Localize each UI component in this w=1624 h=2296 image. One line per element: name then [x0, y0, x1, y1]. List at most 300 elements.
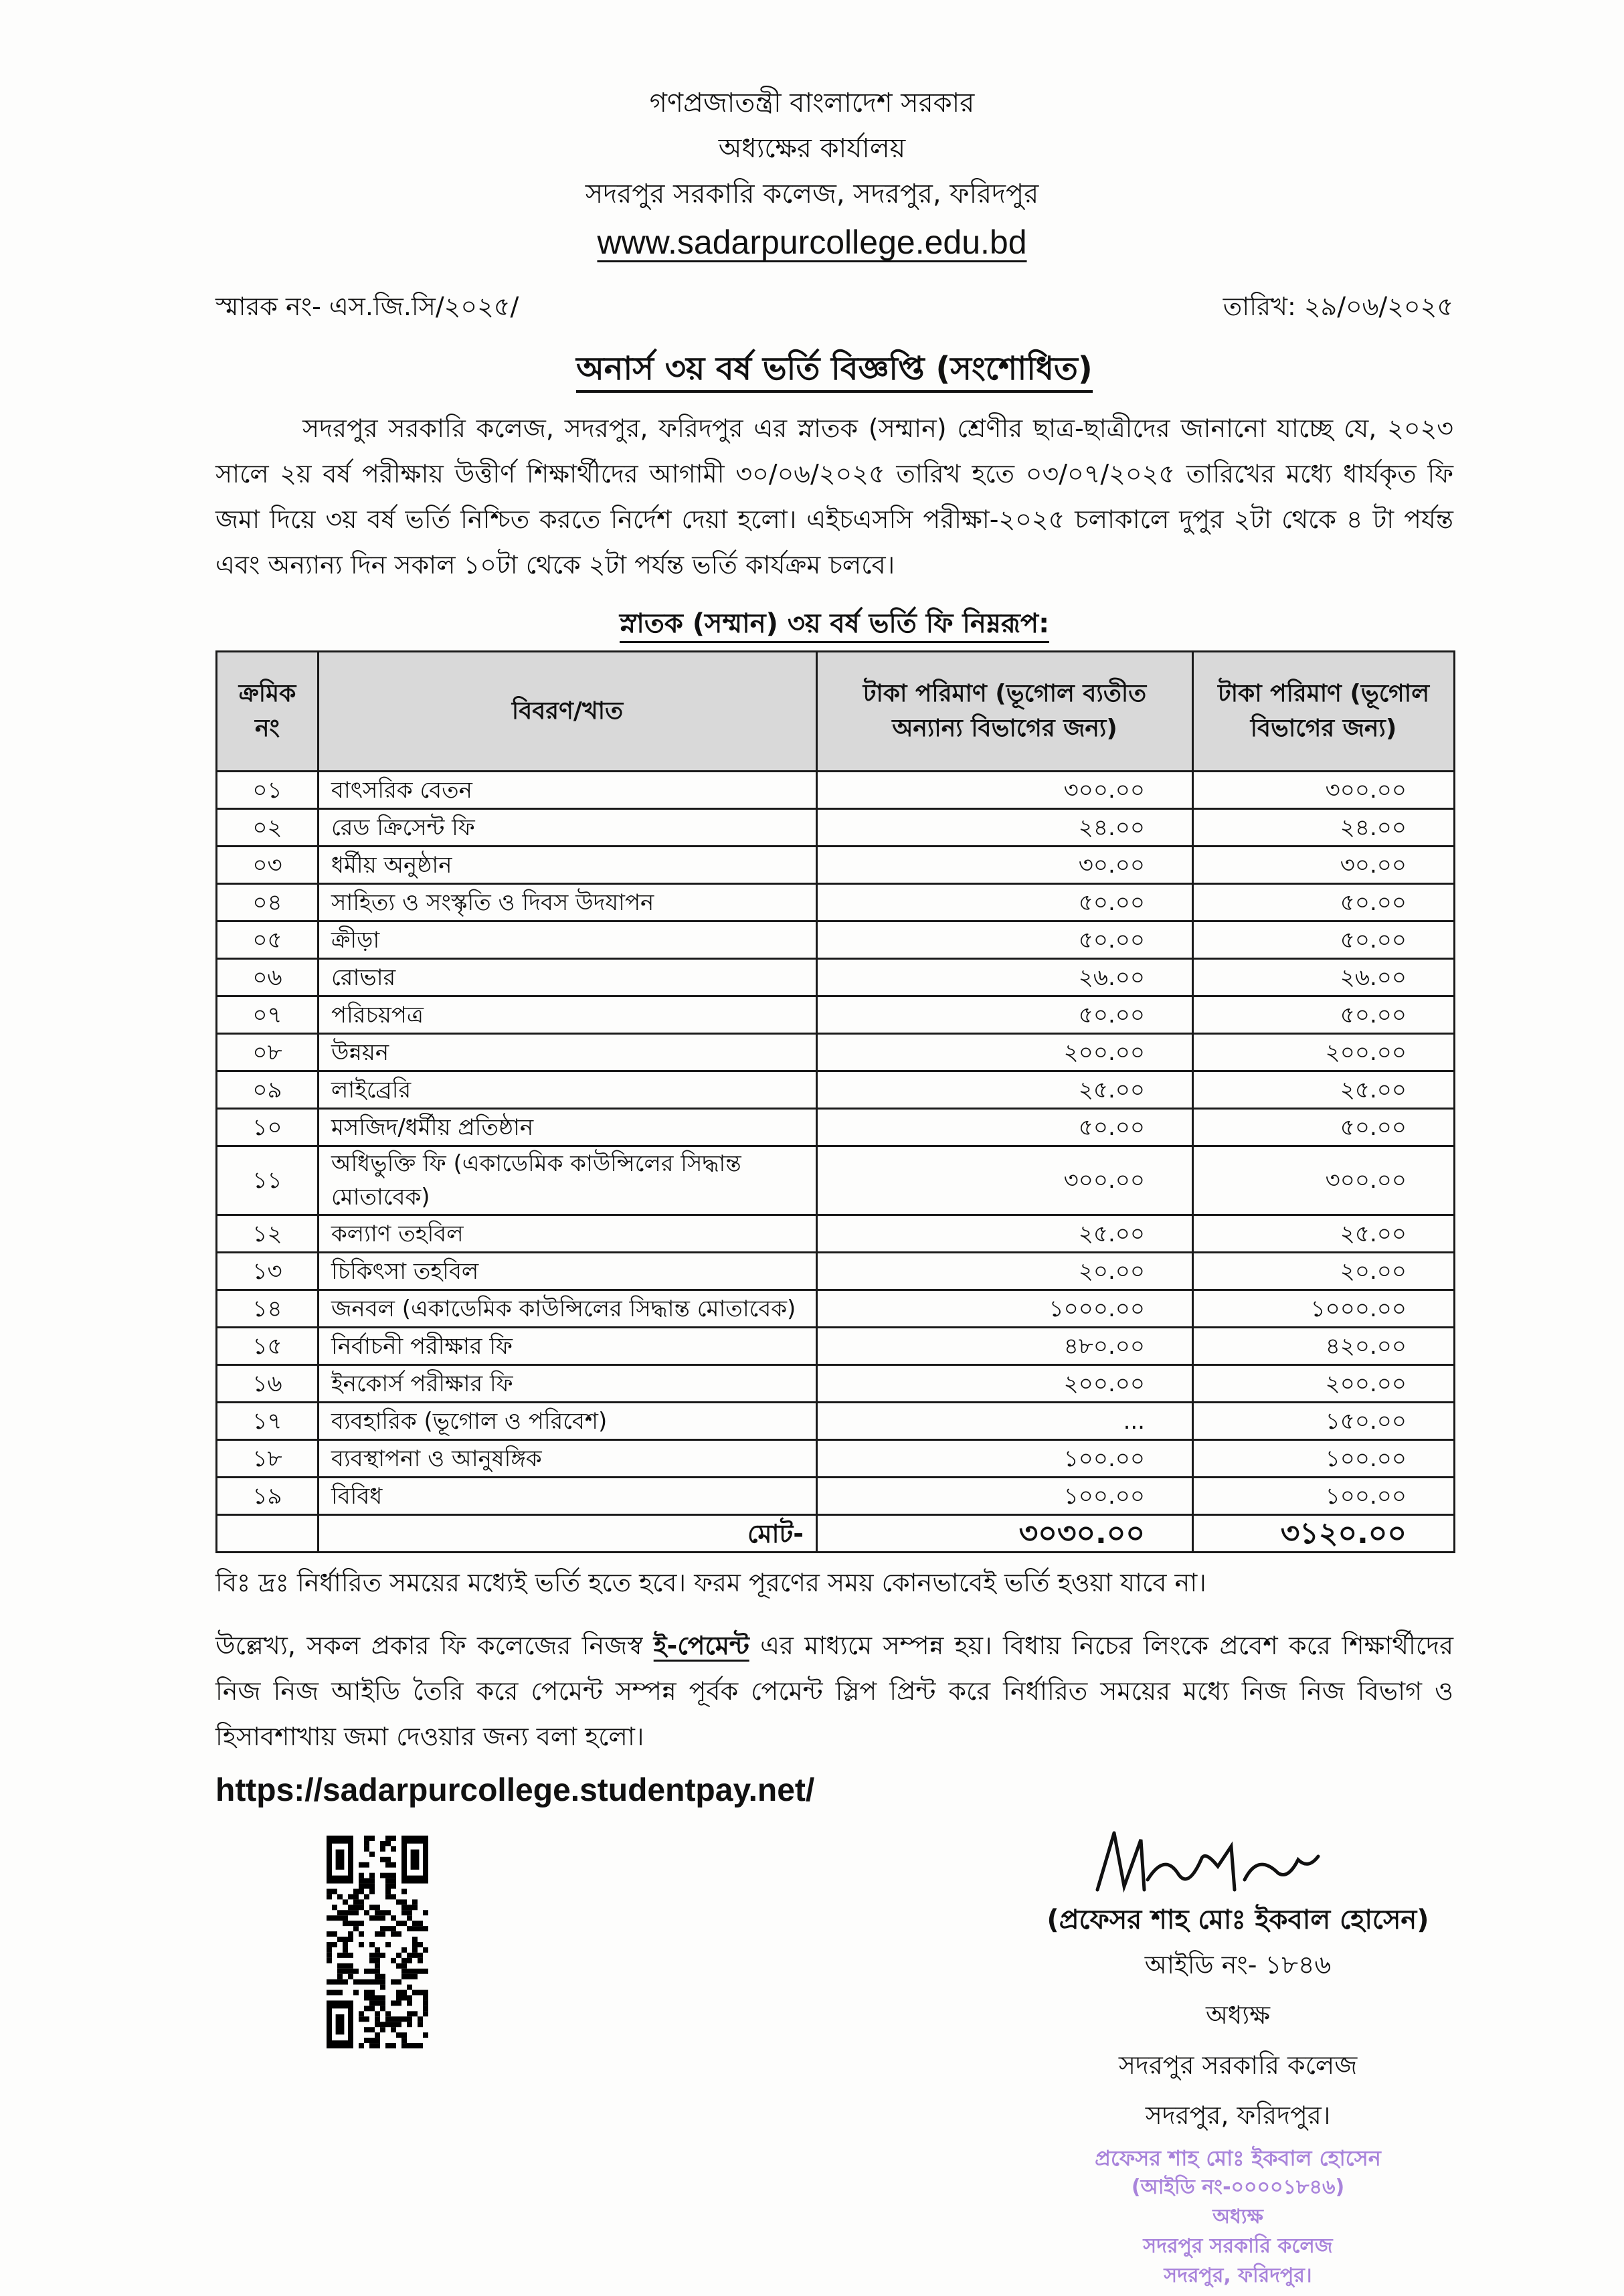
government-name: গণপ্রজাতন্ত্রী বাংলাদেশ সরকার [649, 88, 975, 118]
payment-portal-link[interactable]: https://sadarpurcollege.studentpay.net/ [215, 1773, 815, 1808]
stamp-location: সদরপুর, ফরিদপুর। [1164, 2264, 1312, 2287]
fee-amount-general: ৩০.০০ [817, 847, 1193, 884]
qr-module [369, 1953, 375, 1958]
qr-module [353, 1899, 359, 1905]
fee-row [217, 1440, 1455, 1478]
qr-module [407, 2016, 412, 2022]
qr-module [327, 1931, 332, 1937]
qr-module [364, 1990, 369, 1996]
qr-module [359, 1979, 364, 1985]
qr-module [391, 1958, 396, 1963]
fee-amount-geography: ৩০০.০০ [1193, 1146, 1455, 1215]
qr-module [359, 1942, 364, 1947]
qr-module [423, 1969, 428, 1974]
qr-module [375, 2022, 380, 2027]
qr-module [380, 1996, 385, 2001]
fee-amount-general: ১০০.০০ [817, 1478, 1193, 1515]
fee-amount-geography: ২০০.০০ [1193, 1365, 1455, 1403]
official-seal-stamp [1004, 2143, 1472, 2291]
qr-module [380, 2000, 385, 2006]
qr-module [423, 1947, 428, 1953]
fee-serial: ১৯ [217, 1478, 319, 1515]
qr-module [364, 1996, 369, 2001]
qr-module [407, 2000, 412, 2006]
fee-amount-general: ... [817, 1403, 1193, 1440]
qr-module [401, 1889, 407, 1894]
qr-module [380, 1846, 385, 1852]
fee-amount-general: ১০০.০০ [817, 1440, 1193, 1478]
signatory-designation: অধ্যক্ষ [1205, 2000, 1270, 2030]
fee-amount-geography: ৫০.০০ [1193, 884, 1455, 921]
fee-table [215, 650, 1455, 1553]
qr-module [375, 1974, 380, 1979]
qr-module [401, 2038, 407, 2043]
qr-module [369, 1884, 375, 1889]
fee-serial: ০৬ [217, 959, 319, 996]
qr-module [375, 1979, 380, 1985]
qr-module [401, 2032, 407, 2038]
qr-module [369, 2006, 375, 2011]
qr-module [332, 1979, 337, 1985]
qr-module [401, 1996, 407, 2001]
payment-instructions: উল্লেখ্য, সকল প্রকার ফি কলেজের নিজস্ব ই-পেমেন্ট এর মাধ্যমে সম্পন্ন হয়। বিধায় নিচের লিংকে প্রবেশ করে শিক্ষার্থীদের নিজ নিজ আইডি তৈরি করে পেমেন্ট সম্পন্ন পূর্বক পেমেন্ট স্লিপ প্রিন্ট করে নির্ধারিত সময়ের মধ্যে নিজ নিজ বিভাগ ও হিসাবশাখায় জমা দেওয়ার জন্য বলা হলো। [215, 1631, 1453, 1751]
qr-module [375, 1931, 380, 1937]
qr-module [359, 1921, 364, 1926]
fee-amount-geography: ৪২০.০০ [1193, 1328, 1455, 1365]
qr-module [369, 1873, 375, 1878]
fee-description: কল্যাণ তহবিল [319, 1215, 817, 1253]
qr-module [412, 1921, 418, 1926]
signatory-location: সদরপুর, ফরিদপুর। [1145, 2101, 1331, 2130]
fee-amount-general: ২০০.০০ [817, 1365, 1193, 1403]
qr-module [401, 2043, 407, 2048]
qr-module [327, 1958, 332, 1963]
qr-module [418, 1921, 423, 1926]
memo-date: তারিখ: ২৯/০৬/২০২৫ [1223, 292, 1453, 321]
qr-module [364, 2006, 369, 2011]
qr-module [364, 1884, 369, 1889]
qr-module [401, 2016, 407, 2022]
qr-module [337, 1990, 343, 1996]
qr-module [375, 1915, 380, 1921]
fee-amount-geography: ৩০.০০ [1193, 847, 1455, 884]
fee-amount-geography: ১০০০.০০ [1193, 1290, 1455, 1328]
qr-module [391, 2043, 396, 2048]
qr-module [348, 1905, 353, 1910]
qr-module [385, 1836, 391, 1841]
qr-module [369, 1889, 375, 1894]
fee-description: রোভার [319, 959, 817, 996]
qr-module [391, 1979, 396, 1985]
qr-module [364, 2016, 369, 2022]
fee-description: ধর্মীয় অনুষ্ঠান [319, 847, 817, 884]
fee-amount-geography: ৩০০.০০ [1193, 772, 1455, 809]
qr-module [337, 1894, 343, 1899]
qr-module [364, 1969, 369, 1974]
qr-module [401, 1958, 407, 1963]
fee-amount-geography: ১৫০.০০ [1193, 1403, 1455, 1440]
qr-module [380, 1873, 385, 1878]
qr-module [418, 2016, 423, 2022]
signatory-id: আইডি নং- ১৮৪৬ [1144, 1950, 1332, 1979]
qr-module [396, 2000, 401, 2006]
qr-module [359, 1878, 364, 1884]
qr-module [418, 2043, 423, 2048]
qr-module [375, 2043, 380, 2048]
fee-description: ব্যবস্থাপনা ও আনুষঙ্গিক [319, 1440, 817, 1478]
qr-module [364, 1894, 369, 1899]
fee-description: জনবল (একাডেমিক কাউন্সিলের সিদ্ধান্ত মোতাবেক) [319, 1290, 817, 1328]
qr-module [369, 1996, 375, 2001]
fee-description: বাৎসরিক বেতন [319, 772, 817, 809]
qr-module [348, 1910, 353, 1915]
qr-module [336, 2014, 345, 2034]
qr-module [353, 1894, 359, 1899]
fee-amount-geography: ২৫.০০ [1193, 1071, 1455, 1109]
qr-module [391, 2016, 396, 2022]
qr-module [348, 1953, 353, 1958]
qr-module [385, 1910, 391, 1915]
fee-description: ব্যবহারিক (ভূগোল ও পরিবেশ) [319, 1403, 817, 1440]
fee-description: নির্বাচনী পরীক্ষার ফি [319, 1328, 817, 1365]
qr-module [359, 1931, 364, 1937]
qr-module [401, 1910, 407, 1915]
qr-module [407, 1958, 412, 1963]
qr-module [364, 2027, 369, 2032]
fee-row [217, 996, 1455, 1034]
fee-amount-general: ৩০০.০০ [817, 772, 1193, 809]
qr-module [343, 1937, 348, 1942]
qr-module [343, 1899, 348, 1905]
fee-row [217, 809, 1455, 847]
qr-module [401, 1899, 407, 1905]
qr-module [327, 1979, 332, 1985]
qr-module [412, 1937, 418, 1942]
fee-serial: ১৭ [217, 1403, 319, 1440]
qr-module [391, 1884, 396, 1889]
qr-module [412, 1990, 418, 1996]
fee-serial: ১০ [217, 1109, 319, 1146]
qr-module [391, 1931, 396, 1937]
fee-amount-general: ২৪.০০ [817, 809, 1193, 847]
qr-module [380, 1953, 385, 1958]
fee-amount-general: ২০০.০০ [817, 1034, 1193, 1071]
fee-serial: ০৭ [217, 996, 319, 1034]
fee-serial: ১৮ [217, 1440, 319, 1478]
signature-column [1004, 1826, 1472, 2291]
fee-serial: ০৮ [217, 1034, 319, 1071]
qr-module [411, 1850, 420, 1870]
memo-row [215, 288, 1453, 325]
footer-section [215, 1826, 1453, 2291]
qr-module [359, 2043, 364, 2048]
stamp-college: সদরপুর সরকারি কলেজ [1143, 2234, 1333, 2258]
stamp-name: প্রফেসর শাহ মোঃ ইকবাল হোসেন [1095, 2145, 1381, 2171]
qr-module [385, 1894, 391, 1899]
qr-module [348, 1921, 353, 1926]
qr-module [418, 1958, 423, 1963]
qr-module [412, 2011, 418, 2016]
qr-module [385, 1942, 391, 1947]
qr-module [391, 1862, 396, 1868]
fee-description: লাইব্রেরি [319, 1071, 817, 1109]
qr-module [337, 1969, 343, 1974]
qr-module [385, 1857, 391, 1862]
qr-module [337, 1979, 343, 1985]
fee-serial: ০১ [217, 772, 319, 809]
qr-module [396, 1899, 401, 1905]
qr-module [418, 1969, 423, 1974]
fee-serial: ০৫ [217, 921, 319, 959]
qr-module [343, 1979, 348, 1985]
qr-module [353, 1990, 359, 1996]
fee-amount-geography: ২৪.০০ [1193, 809, 1455, 847]
fee-amount-geography: ১০০.০০ [1193, 1440, 1455, 1478]
college-address: সদরপুর সরকারি কলেজ, সদরপুর, ফরিদপুর [585, 179, 1039, 209]
fee-serial: ০৯ [217, 1071, 319, 1109]
qr-module [353, 1910, 359, 1915]
qr-module [412, 1953, 418, 1958]
fee-amount-general: ২৫.০০ [817, 1215, 1193, 1253]
qr-module [369, 2038, 375, 2043]
qr-module [380, 1841, 385, 1846]
qr-module [327, 1915, 332, 1921]
college-website-link[interactable]: www.sadarpurcollege.edu.bd [597, 224, 1027, 261]
fee-amount-geography: ৫০.০০ [1193, 1109, 1455, 1146]
fee-row [217, 1253, 1455, 1290]
qr-module [396, 1996, 401, 2001]
fee-row [217, 1109, 1455, 1146]
fee-row [217, 959, 1455, 996]
qr-module [391, 1878, 396, 1884]
qr-module [364, 1878, 369, 1884]
qr-module [380, 2006, 385, 2011]
qr-module [412, 1969, 418, 1974]
qr-module [332, 1931, 337, 1937]
qr-module [375, 1963, 380, 1969]
header-serial: ক্রমিক নং [217, 652, 319, 772]
qr-module [401, 1905, 407, 1910]
qr-module [327, 1990, 332, 1996]
qr-module [375, 1947, 380, 1953]
qr-module [359, 1873, 364, 1878]
qr-module [343, 1921, 348, 1926]
qr-module [337, 1915, 343, 1921]
qr-module [375, 2000, 380, 2006]
stamp-designation: অধ্যক্ষ [1212, 2205, 1263, 2228]
qr-module [407, 1996, 412, 2001]
qr-module [327, 1889, 332, 1894]
fee-description: উন্নয়ন [319, 1034, 817, 1071]
qr-module [353, 1889, 359, 1894]
qr-module [407, 2022, 412, 2027]
signature-block [1004, 1826, 1472, 2141]
qr-module [401, 1969, 407, 1974]
qr-module [336, 1850, 345, 1870]
qr-module [359, 1862, 364, 1868]
qr-module [385, 1926, 391, 1931]
fee-description: ইনকোর্স পরীক্ষার ফি [319, 1365, 817, 1403]
fee-row [217, 921, 1455, 959]
qr-module [332, 1889, 337, 1894]
qr-module [407, 1985, 412, 1990]
qr-module [407, 1905, 412, 1910]
qr-module [348, 1894, 353, 1899]
stamp-id: (আইডি নং-০০০০১৮৪৬) [1131, 2176, 1345, 2199]
qr-module [385, 1873, 391, 1878]
qr-module [369, 1915, 375, 1921]
qr-module [391, 2000, 396, 2006]
qr-module [380, 1915, 385, 1921]
qr-module [359, 1884, 364, 1889]
total-row [217, 1515, 1455, 1553]
qr-module [369, 1958, 375, 1963]
qr-module [348, 1931, 353, 1937]
qr-module [380, 1985, 385, 1990]
fee-serial: ১৩ [217, 1253, 319, 1290]
qr-module [423, 1990, 428, 1996]
qr-module [375, 2016, 380, 2022]
qr-module [343, 1942, 348, 1947]
qr-module [359, 1889, 364, 1894]
qr-code-icon[interactable] [327, 1836, 428, 2048]
qr-module [391, 1873, 396, 1878]
fee-amount-general: ৫০.০০ [817, 884, 1193, 921]
fee-table-title: স্নাতক (সম্মান) ৩য় বর্ষ ভর্তি ফি নিম্নরূপ: [215, 604, 1453, 644]
letterhead [0, 80, 1624, 268]
fee-serial: ১২ [217, 1215, 319, 1253]
qr-module [391, 1836, 396, 1841]
fee-amount-geography: ১০০.০০ [1193, 1478, 1455, 1515]
qr-module [327, 1894, 332, 1899]
fee-amount-geography: ৫০.০০ [1193, 921, 1455, 959]
qr-module [343, 1915, 348, 1921]
qr-module [369, 1878, 375, 1884]
qr-module [369, 2043, 375, 2048]
qr-module [412, 1926, 418, 1931]
office-name: অধ্যক্ষের কার্যালয় [718, 133, 906, 164]
qr-module [396, 2032, 401, 2038]
qr-module [332, 1942, 337, 1947]
qr-module [380, 1910, 385, 1915]
fee-row [217, 884, 1455, 921]
fee-row [217, 1403, 1455, 1440]
fee-description: বিবিধ [319, 1478, 817, 1515]
fee-row [217, 1365, 1455, 1403]
fee-serial: ০৩ [217, 847, 319, 884]
qr-module [385, 1862, 391, 1868]
qr-module [396, 1953, 401, 1958]
e-payment-emphasis: ই-পেমেন্ট [653, 1631, 749, 1660]
qr-module [412, 1974, 418, 1979]
qr-module [343, 1947, 348, 1953]
qr-module [369, 1979, 375, 1985]
qr-module [396, 1990, 401, 1996]
fee-amount-general: ৩০০.০০ [817, 1146, 1193, 1215]
qr-module [385, 2022, 391, 2027]
fee-amount-geography: ৫০.০০ [1193, 996, 1455, 1034]
qr-container [215, 1826, 608, 2048]
qr-module [391, 2022, 396, 2027]
qr-module [348, 1937, 353, 1942]
total-geography: ৩১২০.০০ [1193, 1515, 1455, 1553]
qr-module [369, 1905, 375, 1910]
qr-module [423, 1996, 428, 2001]
qr-module [364, 2038, 369, 2043]
qr-module [327, 1947, 332, 1953]
qr-module [385, 1889, 391, 1894]
qr-module [401, 1963, 407, 1969]
fee-serial: ০২ [217, 809, 319, 847]
qr-module [337, 1937, 343, 1942]
qr-module [369, 1852, 375, 1857]
fee-description: ক্রীড়া [319, 921, 817, 959]
qr-module [396, 1921, 401, 1926]
qr-module [337, 1974, 343, 1979]
qr-module [332, 1905, 337, 1910]
qr-module [385, 1884, 391, 1889]
fee-description: অধিভুক্তি ফি (একাডেমিক কাউন্সিলের সিদ্ধান্ত মোতাবেক) [319, 1146, 817, 1215]
qr-module [375, 2038, 380, 2043]
qr-module [385, 2016, 391, 2022]
fee-amount-geography: ২০.০০ [1193, 1253, 1455, 1290]
qr-module [423, 1926, 428, 1931]
fee-row [217, 1478, 1455, 1515]
qr-module [385, 1878, 391, 1884]
qr-module [391, 1894, 396, 1899]
fee-serial: ০৪ [217, 884, 319, 921]
qr-module [364, 1836, 369, 1841]
fee-amount-geography: ২৫.০০ [1193, 1215, 1455, 1253]
fee-amount-general: ৫০.০০ [817, 921, 1193, 959]
qr-module [364, 1979, 369, 1985]
notice-body: সদরপুর সরকারি কলেজ, সদরপুর, ফরিদপুর এর স্নাতক (সম্মান) শ্রেণীর ছাত্র-ছাত্রীদের জানানো যাচ্ছে যে, ২০২৩ সালে ২য় বর্ষ পরীক্ষায় উত্তীর্ণ শিক্ষার্থীদের আগামী ৩০/০৬/২০২৫ তারিখ হতে ০৩/০৭/২০২৫ তারিখের মধ্যে ধার্যকৃত ফি জমা দিয়ে ৩য় বর্ষ ভর্তি নিশ্চিত করতে নির্দেশ দেয়া হলো। এইচএসসি পরীক্ষা-২০২৫ চলাকালে দুপুর ২টা থেকে ৪ টা পর্যন্ত এবং অন্যান্য দিন সকাল ১০টা থেকে ২টা পর্যন্ত ভর্তি কার্যক্রম চলবে। [215, 414, 1453, 580]
qr-module [369, 1942, 375, 1947]
fee-row [217, 1071, 1455, 1109]
qr-module [343, 1910, 348, 1915]
total-general: ৩০৩০.০০ [817, 1515, 1193, 1553]
qr-module [391, 1926, 396, 1931]
fee-description: রেড ক্রিসেন্ট ফি [319, 809, 817, 847]
fee-amount-general: ২৫.০০ [817, 1071, 1193, 1109]
qr-module [359, 1905, 364, 1910]
qr-module [423, 2006, 428, 2011]
qr-module [375, 1969, 380, 1974]
fee-serial: ১৪ [217, 1290, 319, 1328]
qr-module [359, 1899, 364, 1905]
qr-module [375, 2032, 380, 2038]
fee-serial: ১৫ [217, 1328, 319, 1365]
total-blank [217, 1515, 319, 1553]
qr-module [375, 1958, 380, 1963]
qr-module [380, 1931, 385, 1937]
qr-module [327, 1953, 332, 1958]
qr-module [348, 1969, 353, 1974]
qr-module [407, 1969, 412, 1974]
qr-module [385, 2011, 391, 2016]
qr-module [343, 1963, 348, 1969]
fee-amount-general: ২০.০০ [817, 1253, 1193, 1290]
qr-module [343, 1953, 348, 1958]
qr-module [364, 1841, 369, 1846]
qr-module [364, 1846, 369, 1852]
fee-serial: ১১ [217, 1146, 319, 1215]
qr-module [359, 2011, 364, 2016]
qr-module [375, 1996, 380, 2001]
qr-module [418, 2022, 423, 2027]
qr-module [385, 2043, 391, 2048]
signatory-college: সদরপুর সরকারি কলেজ [1118, 2050, 1358, 2080]
